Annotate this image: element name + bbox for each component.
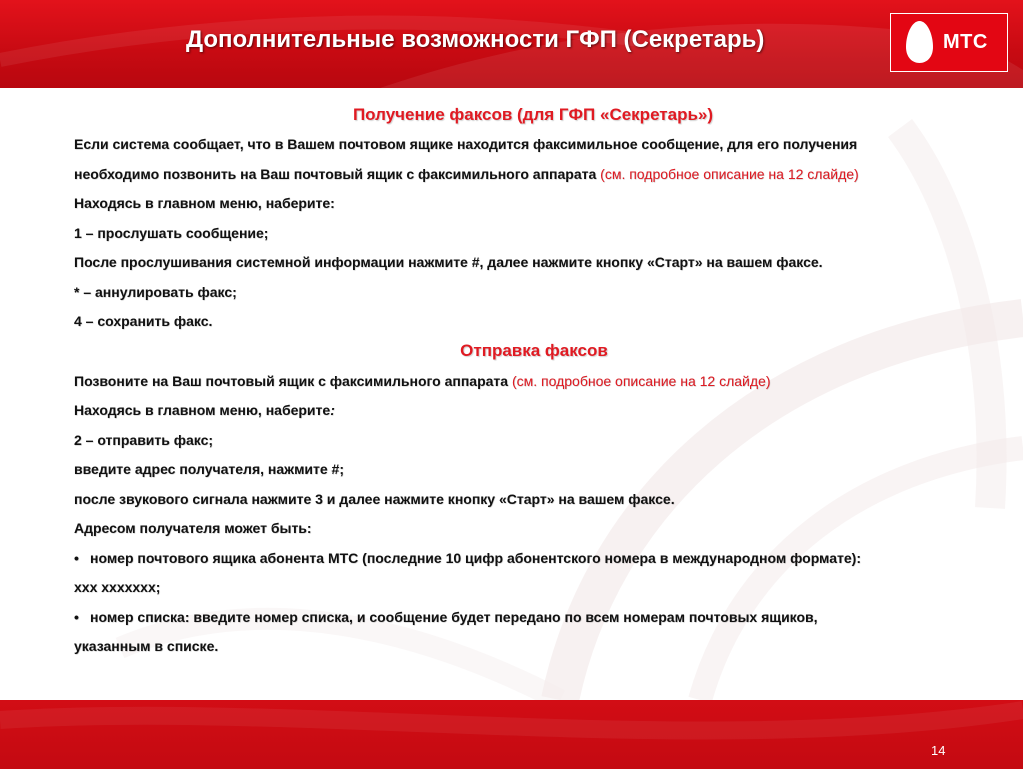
slide-title: Дополнительные возможности ГФП (Секретарь) — [186, 26, 765, 53]
text-line-main: Находясь в главном меню, наберите — [74, 402, 331, 418]
text-line: Если система сообщает, что в Вашем почтовом ящике находится факсимильное сообщение, для его получения — [74, 136, 858, 152]
footer-swoosh-decoration — [0, 700, 1023, 769]
bullet-marker: • — [74, 549, 79, 566]
slide-header — [0, 0, 1023, 88]
bullet-item — [74, 603, 994, 633]
send-fax-heading: Отправка факсов — [460, 340, 608, 360]
logo-text: МТС — [943, 31, 988, 53]
text-line: Находясь в главном меню, наберите: — [74, 195, 335, 211]
bullet-text: номер списка: введите номер списка, и сообщение будет передано по всем номерам почтовых ящиков, — [90, 608, 818, 625]
text-line: 1 – прослушать сообщение; — [74, 224, 269, 241]
text-line — [74, 367, 994, 397]
text-line: 2 – отправить факс; — [74, 431, 214, 448]
text-line-main: Позвоните на Ваш почтовый ящик с факсимильного аппарата — [74, 372, 509, 389]
text-line: * – аннулировать факс; — [74, 283, 237, 300]
slide-reference: (см. подробное описание на 12 слайде) — [511, 372, 771, 389]
text-line: введите адрес получателя, нажмите #; — [74, 461, 345, 477]
receive-fax-heading: Получение факсов (для ГФП «Секретарь») — [352, 105, 714, 124]
text-line: Адресом получателя может быть: — [74, 520, 312, 536]
egg-logo-icon — [905, 20, 934, 64]
text-line: ххх ххххххх; — [74, 579, 161, 595]
mts-logo — [890, 13, 1008, 72]
slide-content — [74, 100, 994, 662]
bullet-item — [74, 544, 994, 574]
slide-reference: (см. подробное описание на 12 слайде) — [600, 165, 859, 182]
slide-footer — [0, 700, 1023, 769]
text-line: после звукового сигнала нажмите 3 и далее нажмите кнопку «Старт» на вашем факсе. — [74, 490, 675, 507]
text-line — [74, 160, 994, 190]
text-line — [74, 396, 994, 426]
bullet-text: номер почтового ящика абонента МТС (последние 10 цифр абонентского номера в международном формате): — [90, 549, 861, 566]
text-line-main: необходимо позвонить на Ваш почтовый ящик с факсимильного аппарата — [74, 165, 597, 182]
text-line: указанным в списке. — [74, 638, 219, 654]
page-number: 14 — [931, 743, 946, 758]
text-line-colon: : — [330, 402, 335, 418]
text-line: 4 – сохранить факс. — [74, 313, 213, 329]
text-line: После прослушивания системной информации нажмите #, далее нажмите кнопку «Старт» на вашем факсе. — [74, 254, 823, 270]
bullet-marker: • — [74, 608, 79, 625]
